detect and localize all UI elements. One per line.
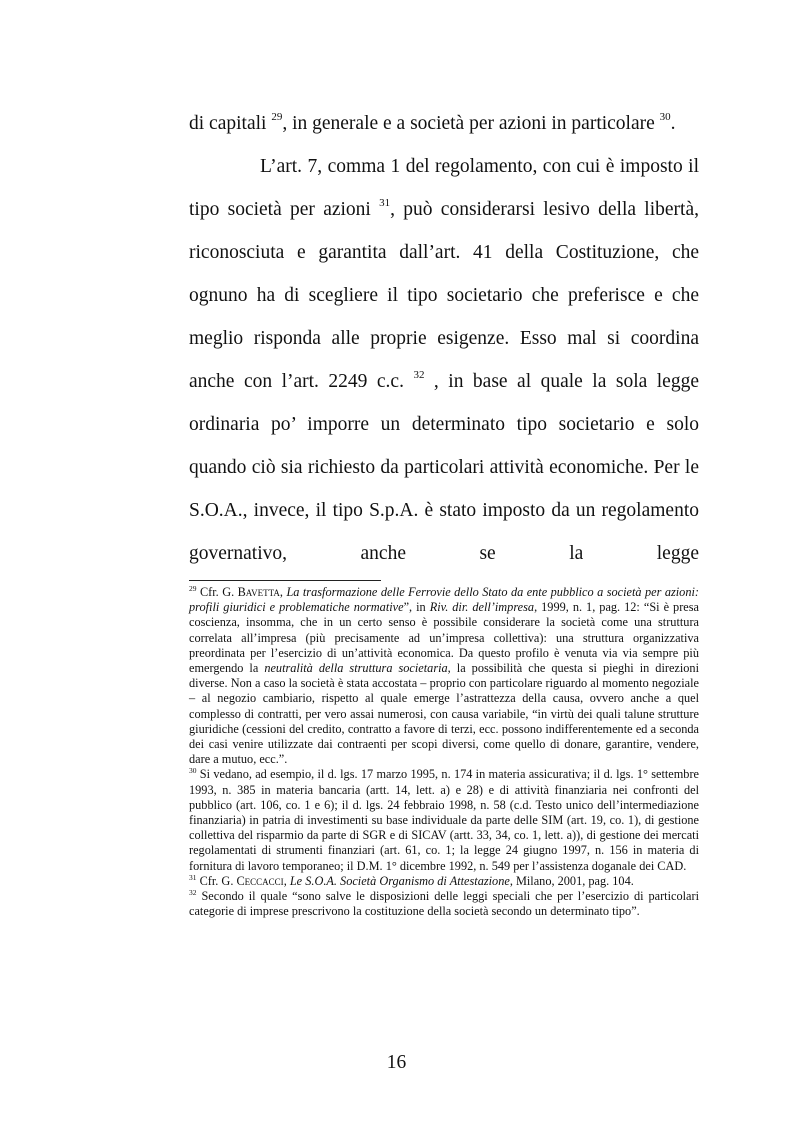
footnote-ref-30[interactable]: 30 xyxy=(659,111,671,123)
body-text xyxy=(189,102,699,575)
footnote-ref-29[interactable]: 29 xyxy=(271,111,283,123)
emphasis: neutralità della struttura societaria, xyxy=(264,661,451,676)
work-title: Le S.O.A. Società Organismo di Attestazione xyxy=(289,873,510,888)
footnote-32 xyxy=(189,889,699,919)
text-run: Cfr. G. xyxy=(196,585,238,599)
text-run: , 1999, n. 1, pag. 12: “Si è presa coscienza, insomma, che in un certo senso è possibile considerare la società come una struttura correlata all’impresa (più precisamente ad un’impresa collettiva): una struttura organizzativa preordinata per l’esercizio di un’attività economica. Da questo profilo è venuta via via sempre più emergendo la xyxy=(189,600,699,676)
footnote-number: 29 xyxy=(189,584,197,593)
text-run: , xyxy=(279,585,287,599)
page-number: 16 xyxy=(386,1052,407,1073)
author-name: Bavetta xyxy=(237,585,280,599)
footnote-30 xyxy=(189,767,699,873)
footnote-number: 32 xyxy=(189,888,197,898)
text-run: L’art. 7, comma 1 del regolamento, con cui è imposto il tipo società per azioni xyxy=(189,156,699,220)
paragraph-continuation xyxy=(189,102,699,145)
author-name: Ceccacci xyxy=(236,873,284,888)
footnote-number: 30 xyxy=(189,766,197,776)
footnote-31 xyxy=(189,874,699,889)
text-run: Secondo il quale “sono salve le disposizioni delle leggi speciali che per l’esercizio di particolari categorie di imprese prescrivono la costituzione della società secondo un determinato tipo”. xyxy=(189,889,699,919)
footnote-separator xyxy=(189,580,381,581)
text-run: , Milano, 2001, pag. 104. xyxy=(509,873,634,888)
text-run: . xyxy=(670,113,676,134)
text-run: , xyxy=(283,873,290,888)
text-run: ”, in xyxy=(403,600,430,615)
footnote-29 xyxy=(189,585,699,767)
text-run: , può considerarsi lesivo della libertà, riconosciuta e garantita dall’art. 41 della Costituzione, che ognuno ha di scegliere il tipo societario che preferisce e che meglio risponda alle proprie esigenze. Esso mal si coordina anche con l’art. 2249 c.c. xyxy=(189,199,699,392)
text-run: Si vedano, ad esempio, il d. lgs. 17 marzo 1995, n. 174 in materia assicurativa; il d. lgs. 1° settembre 1993, n. 385 in materia bancaria (artt. 14, lett. a) e 28) e di attività finanziaria nei confronti del pubblico (art. 106, co. 1 e 6); il d. lgs. 24 febbraio 1998, n. 58 (c.d. Testo unico dell’intermediazione finanziaria) in patria di investimenti su base individuale da parte delle SIM (art. 19, co. 1), di gestione collettiva del risparmio da parte di SGR e di SICAV (artt. 33, 34, co. 1, lett. a)), di gestione dei mercati regolamentati di strumenti finanziari (art. 61, co. 1; la legge 24 giugno 1997, n. 156 in materia di fornitura di lavoro temporaneo; il D.M. 1° dicembre 1992, n. 549 per l’assistenza doganale dei CAD. xyxy=(189,767,699,873)
paragraph-art7 xyxy=(189,145,699,575)
footnotes xyxy=(189,585,699,919)
text-run: , in base al quale la sola legge ordinaria po’ imporre un determinato tipo societario e solo quando ciò sia richiesto da particolari attività economiche. Per le S.O.A., invece, il tipo S.p.A. è stato imposto da un regolamento governativo, anche se la legge xyxy=(189,371,699,564)
text-run: la possibilità che questa si pieghi in direzioni diverse. Non a caso la società è stata accostata – proprio con particolare riguardo al momento negoziale – al negozio cambiario, rispetto al quale emerge l’astrattezza della causa, ovvero anche a quel complesso di contratti, per vero assai numerosi, con causa variabile, “in virtù dei quali talune strutture giuridiche (cessioni del credito, contratto a favore di terzi, ecc. possono indifferentemente ed a seconda dei casi venire utilizzate dai contraenti per scopi diversi, come quello di donare, garantire, vendere, dare a mutuo, ecc.”. xyxy=(189,661,699,767)
journal-title: Riv. dir. dell’impresa xyxy=(429,600,535,615)
text-run: Cfr. G. xyxy=(196,873,237,888)
text-run: , in generale e a società per azioni in particolare xyxy=(282,113,660,134)
footnote-number: 31 xyxy=(189,872,197,882)
text-run: di capitali xyxy=(189,113,272,134)
footnote-ref-32[interactable]: 32 xyxy=(413,369,425,381)
footnote-ref-31[interactable]: 31 xyxy=(379,197,391,209)
work-title: La trasformazione delle Ferrovie dello Stato da ente pubblico a società per azioni: profili giuridici e problematiche normative xyxy=(189,585,699,615)
